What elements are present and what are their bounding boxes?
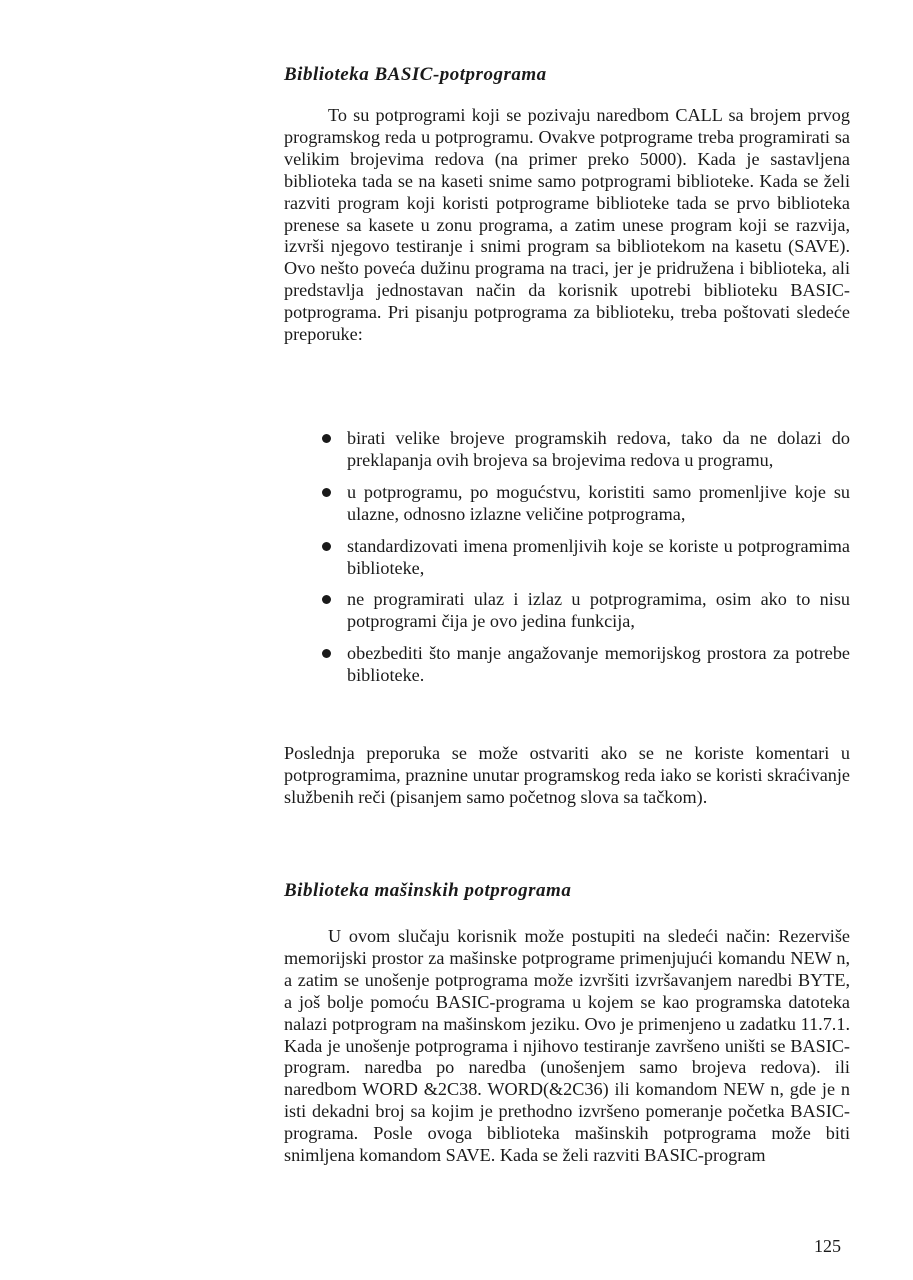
- list-item: [314, 482, 850, 526]
- paragraph-text: To su potprogrami koji se pozivaju naredbom CALL sa brojem prvog programskog reda u potprogramu. Ovakve potprograme treba programirati sa velikim brojevima redova (na primer preko 5000). Kada je sastavljena biblioteka tada se na kaseti snime samo potprogrami biblioteke. Kada se želi razviti program koji koristi potprograme biblioteke tada se prvo biblioteka prenese sa kasete u zonu programa, a zatim unese program koji se razvija, izvrši njegovo testiranje i snimi program sa bibliotekom na kasetu (SAVE). Ovo nešto poveća dužinu programa na traci, jer je pridružena i biblioteka, ali predstavlja jednostavan način da korisnik upotrebi biblioteku BASIC-potprograma. Pri pisanju potprograma za biblioteku, treba poštovati sledeće preporuke:: [284, 105, 850, 345]
- bullet-icon: [322, 434, 331, 443]
- paragraph-text: U ovom slučaju korisnik može postupiti na sledeći način: Rezerviše memorijski prostor za mašinske potprograme primenjujući komandu NEW n, a zatim se unošenje potprograma može izvršiti izvršavanjem naredbi BYTE, a još bolje pomoću BASIC-programa u kojem se kao programska datoteka nalazi potprogram na mašinskom jeziku. Ovo je primenjeno u zadatku 11.7.1. Kada je unošenje potprograma i njihovo testiranje završeno uništi se BASIC-program. naredba po naredba (unošenjem samo brojeva redova). ili naredbom WORD &2C38. WORD(&2C36) ili komandom NEW n, gde je n isti dekadni broj sa kojim je prethodno izvršeno pomeranje početka BASIC-programa. Posle ovoga biblioteka mašinskih potprograma može biti snimljena komandom SAVE. Kada se želi razviti BASIC-program: [284, 926, 850, 1166]
- paragraph-basic-library: [284, 105, 850, 346]
- paragraph-machine-library: [284, 926, 850, 1167]
- bullet-icon: [322, 488, 331, 497]
- page-number: 125: [814, 1236, 841, 1256]
- recommendations-list: [314, 428, 850, 697]
- bullet-icon: [322, 649, 331, 658]
- bullet-icon: [322, 542, 331, 551]
- bullet-icon: [322, 595, 331, 604]
- list-item-text: standardizovati imena promenljivih koje se koriste u potprogramima biblioteke,: [347, 535, 850, 578]
- list-item: [314, 643, 850, 687]
- section-heading-basic-library: Biblioteka BASIC-potprograma: [284, 64, 547, 85]
- list-item-text: birati velike brojeve programskih redova, tako da ne dolazi do preklapanja ovih brojeva sa brojevima redova u programu,: [347, 428, 850, 470]
- paragraph-closing: Poslednja preporuka se može ostvariti ako se ne koriste komentari u potprogramima, praznine unutar programskog reda iako se koristi skraćivanje službenih reči (pisanjem samo početnog slova sa tačkom).: [284, 743, 850, 807]
- list-item: [314, 428, 850, 472]
- list-item-text: ne programirati ulaz i izlaz u potprogramima, osim ako to nisu potprogrami čija je ovo jedina funkcija,: [347, 589, 850, 632]
- list-item: [314, 589, 850, 633]
- list-item-text: u potprogramu, po mogućstvu, koristiti samo promenljive koje su ulazne, odnosno izlazne veličine potprograma,: [347, 481, 850, 524]
- list-item-text: obezbediti što manje angažovanje memorijskog prostora za potrebe biblioteke.: [347, 643, 850, 686]
- section-heading-machine-library: Biblioteka mašinskih potprograma: [284, 880, 572, 901]
- list-item: [314, 536, 850, 580]
